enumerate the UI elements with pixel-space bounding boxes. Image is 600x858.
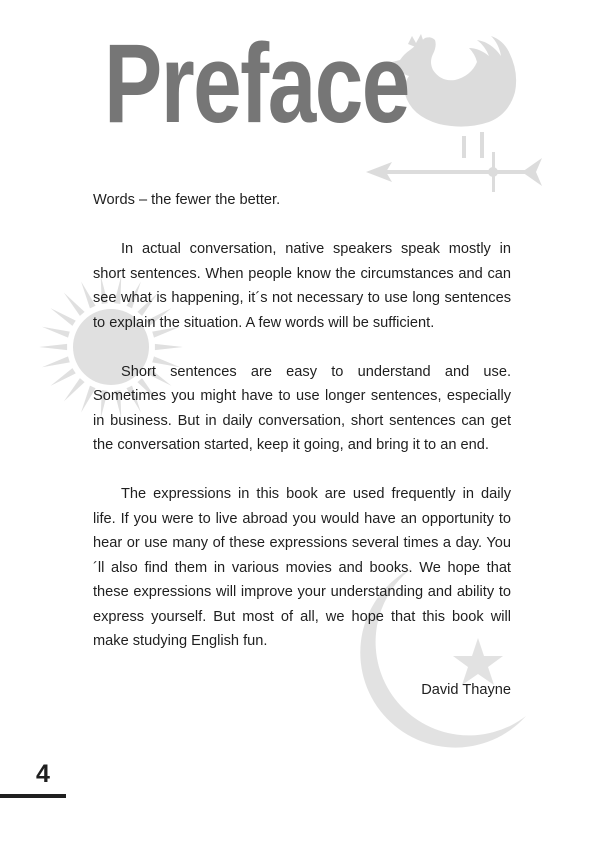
paragraph-2: Short sentences are easy to understand and use. Sometimes you might have to use longer sentences, especially in business. But in daily conversation, short sentences can get the conversation started, keep it going, and bring it to an end.	[93, 363, 511, 453]
paragraph-3: The expressions in this book are used frequently in daily life. If you were to live abroad you would have an opportunity to hear or use many of these expressions several times a day. You´ll also find them in various movies and books. We hope that these expressions will improve your understanding and ability to express yourself. But most of all, we hope that this book will make studying English fun.	[93, 486, 511, 649]
page-number-rule	[0, 794, 66, 798]
preface-body	[93, 188, 511, 703]
tagline: Words – the fewer the better.	[93, 192, 281, 208]
paragraph-1: In actual conversation, native speakers speak mostly in short sentences. When people know the circumstances and can see what is happening, it´s not necessary to use long sentences to explain the situation. A few words will be sufficient.	[93, 241, 511, 331]
author-signature: David Thayne	[421, 682, 511, 698]
page-title: Preface	[104, 21, 409, 146]
page-number: 4	[36, 760, 50, 788]
